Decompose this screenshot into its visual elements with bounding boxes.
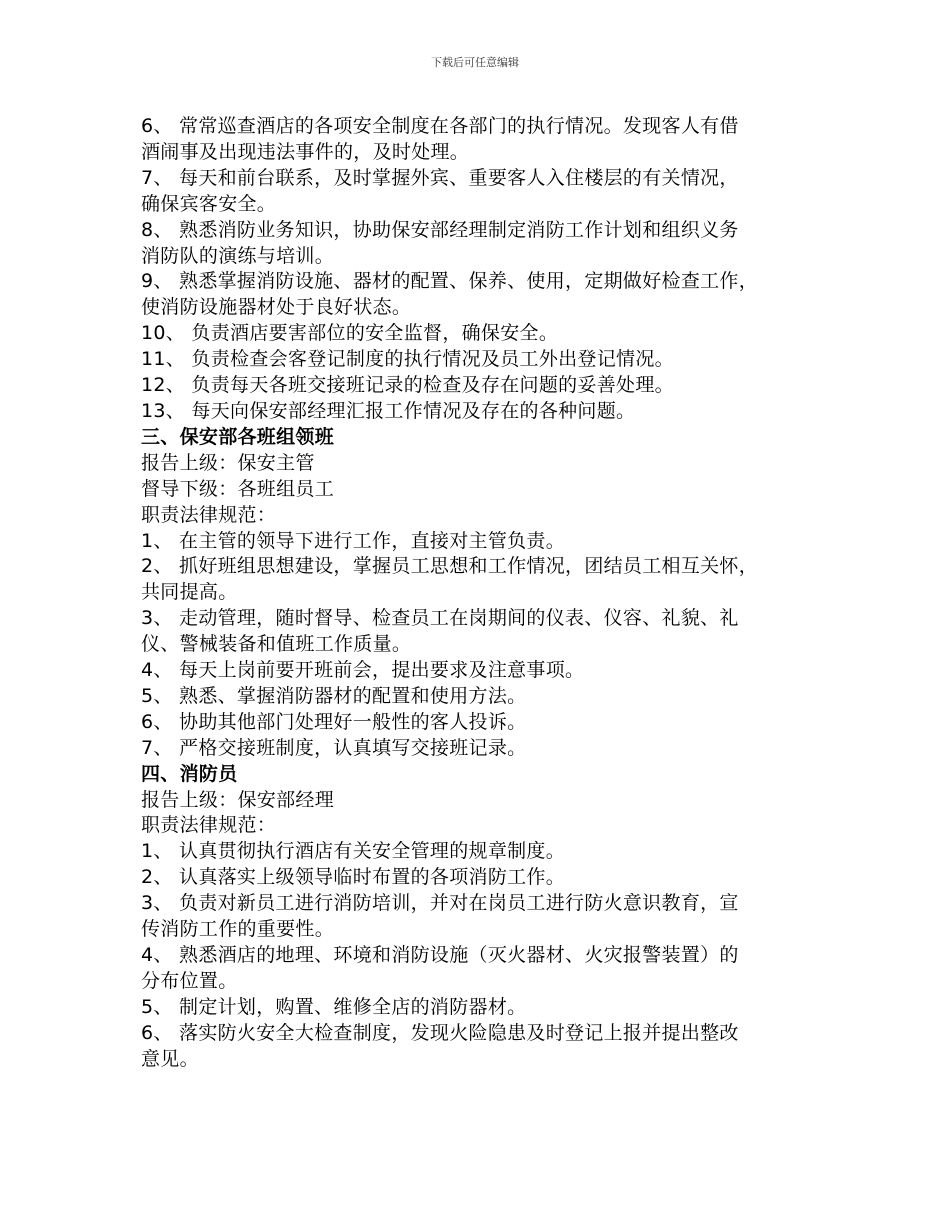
text-line: 12、 负责每天各班交接班记录的检查及存在问题的妥善处理。 <box>141 374 674 397</box>
text-line: 仪、警械装备和值班工作质量。 <box>141 633 412 656</box>
text-line: 5、 制定计划，购置、维修全店的消防器材。 <box>141 995 527 1018</box>
text-line: 6、 常常巡查酒店的各项安全制度在各部门的执行情况。发现客人有借 <box>141 115 739 137</box>
text-line: 报告上级：保安主管 <box>141 451 315 474</box>
text-line: 10、 负责酒店要害部位的安全监督，确保安全。 <box>141 322 559 345</box>
text-line: 5、 熟悉、掌握消防器材的配置和使用方法。 <box>141 684 527 707</box>
text-line: 职责法律规范： <box>141 503 277 526</box>
text-line: 酒闹事及出现违法事件的，及时处理。 <box>141 140 470 163</box>
text-line: 督导下级：各班组员工 <box>141 477 335 500</box>
text-line: 7、 每天和前台联系，及时掌握外宾、重要客人入住楼层的有关情况， <box>141 166 739 189</box>
text-line: 4、 熟悉酒店的地理、环境和消防设施（灭火器材、火灾报警装置）的 <box>141 944 739 966</box>
text-line: 确保宾客安全。 <box>141 192 277 215</box>
text-line: 1、 在主管的领导下进行工作，直接对主管负责。 <box>141 529 566 552</box>
text-line: 职责法律规范： <box>141 814 277 837</box>
text-line: 消防队的演练与培训。 <box>141 244 335 267</box>
text-line: 4、 每天上岗前要开班前会，提出要求及注意事项。 <box>141 659 585 682</box>
text-line: 1、 认真贯彻执行酒店有关安全管理的规章制度。 <box>141 840 566 863</box>
text-line: 意见。 <box>141 1047 199 1070</box>
document-body <box>141 114 821 1073</box>
text-line: 13、 每天向保安部经理汇报工作情况及存在的各种问题。 <box>141 399 636 422</box>
text-line: 2、 认真落实上级领导临时布置的各项消防工作。 <box>141 866 566 889</box>
text-line: 使消防设施器材处于良好状态。 <box>141 296 412 319</box>
text-line: 8、 熟悉消防业务知识，协助保安部经理制定消防工作计划和组织义务 <box>141 218 739 241</box>
text-line: 3、 走动管理，随时督导、检查员工在岗期间的仪表、仪容、礼貌、礼 <box>141 607 739 630</box>
text-line: 7、 严格交接班制度，认真填写交接班记录。 <box>141 736 527 759</box>
section-heading: 四、消防员 <box>141 762 238 785</box>
text-line: 报告上级：保安部经理 <box>141 788 335 811</box>
text-line: 3、 负责对新员工进行消防培训，并对在岗员工进行防火意识教育，宣 <box>141 892 739 915</box>
text-line: 9、 熟悉掌握消防设施、器材的配置、保养、使用，定期做好检查工作， <box>141 270 759 293</box>
text-line: 分布位置。 <box>141 969 238 992</box>
page-header: 下载后可任意编辑 <box>431 56 519 69</box>
text-line: 传消防工作的重要性。 <box>141 918 335 941</box>
text-line: 11、 负责检查会客登记制度的执行情况及员工外出登记情况。 <box>141 348 674 371</box>
text-line: 6、 协助其他部门处理好一般性的客人投诉。 <box>141 710 527 733</box>
text-line: 共同提高。 <box>141 581 238 604</box>
text-line: 6、 落实防火安全大检查制度，发现火险隐患及时登记上报并提出整改 <box>141 1021 739 1044</box>
section-heading: 三、保安部各班组领班 <box>141 425 335 448</box>
text-line: 2、 抓好班组思想建设，掌握员工思想和工作情况，团结员工相互关怀， <box>141 555 759 578</box>
